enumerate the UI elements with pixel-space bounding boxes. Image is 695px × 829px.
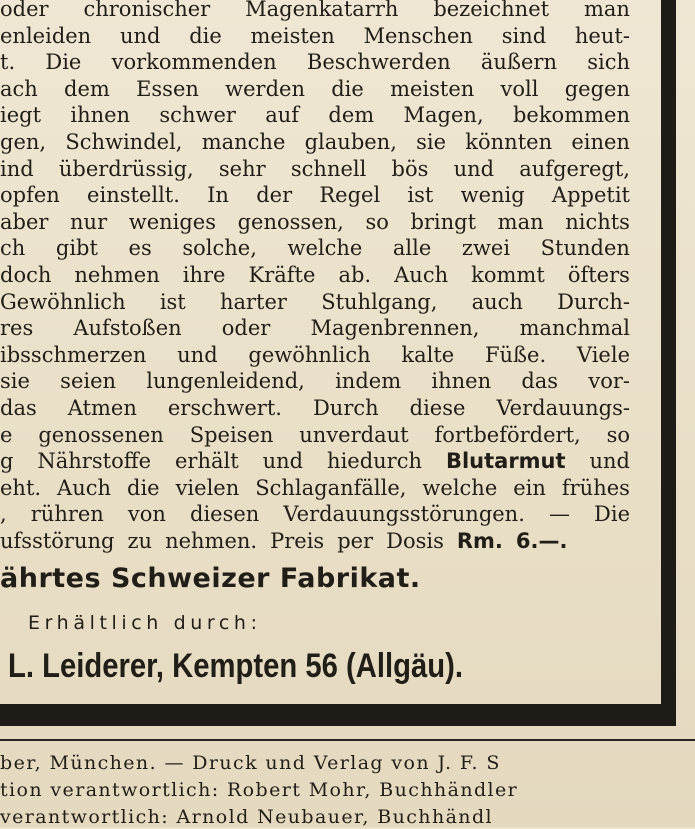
body-text-word: ist xyxy=(159,289,186,314)
body-text-word: erhält xyxy=(175,449,239,474)
body-text-word: manche xyxy=(201,130,286,154)
body-text-word: Auch xyxy=(394,263,449,287)
body-text-word: und xyxy=(453,156,495,181)
body-text-word: hiedurch xyxy=(327,449,423,474)
body-text-word: ch xyxy=(0,236,26,261)
body-text-word: opfen xyxy=(0,183,60,208)
body-text-word: zu xyxy=(127,529,153,553)
body-text-word: man xyxy=(584,0,630,21)
body-text-word: werden xyxy=(225,76,305,101)
body-text-word: alle xyxy=(392,236,432,261)
body-text-word: Die xyxy=(594,502,630,527)
body-text-line xyxy=(0,102,630,128)
body-text-word: frühes xyxy=(561,475,630,500)
body-text-line xyxy=(0,289,630,315)
body-text-word: ibsschmerzen xyxy=(0,342,147,367)
body-text-word: Regel xyxy=(319,183,381,208)
body-text-word: bringt xyxy=(410,209,477,234)
body-text-word: Blutarmut xyxy=(445,449,566,474)
body-text-word: genossen, xyxy=(237,209,344,234)
body-text-line xyxy=(0,235,630,261)
body-text-word: gegen xyxy=(564,76,630,101)
body-text-line xyxy=(0,156,630,182)
body-text-word: glauben, xyxy=(304,130,397,154)
body-text-word: 6.—. xyxy=(515,529,568,553)
body-text-word: Verdauungs- xyxy=(496,396,630,420)
body-text-word: Essen xyxy=(136,76,199,101)
body-text-word: das xyxy=(0,396,37,420)
body-text-word: es xyxy=(128,236,152,261)
body-text-word: schwer xyxy=(159,103,236,128)
body-text-word: rühren xyxy=(30,502,104,527)
body-text-word: die xyxy=(331,76,364,101)
body-text-word: seien xyxy=(60,369,117,394)
body-text-word: äußern xyxy=(480,50,557,75)
body-text-word: welche xyxy=(287,236,363,261)
body-text-word: vorkommenden xyxy=(111,50,277,75)
body-text-line xyxy=(0,422,630,448)
body-text-word: Auch xyxy=(57,475,112,500)
body-text-word: bös xyxy=(391,156,429,181)
body-text-word: , xyxy=(0,502,7,527)
body-text-line xyxy=(0,0,630,22)
body-text-word: nehmen xyxy=(74,263,160,287)
body-text-word: Viele xyxy=(576,342,630,367)
body-text-line xyxy=(0,448,630,474)
body-text-line xyxy=(0,129,630,155)
body-text-word: nichts xyxy=(565,209,630,234)
body-text-word: vor- xyxy=(588,369,630,394)
body-text-word: Gewöhnlich xyxy=(0,289,126,314)
imprint-divider xyxy=(0,739,695,741)
body-text-word: genossenen xyxy=(38,422,164,447)
body-text-word: so xyxy=(365,209,389,234)
availability-label: Erhältlich durch: xyxy=(28,612,262,634)
body-text-word: Verdauungsstörungen. xyxy=(283,502,525,527)
body-text-word: sehr xyxy=(218,156,266,181)
imprint-line: verantwortlich: Arnold Neubauer, Buchhändl xyxy=(0,806,493,828)
body-text-word: Nährstoffe xyxy=(37,449,152,474)
body-text-word: sind xyxy=(501,23,547,48)
body-text-word: per xyxy=(337,529,374,553)
body-text-word: manchmal xyxy=(519,316,630,341)
imprint-line: ber, München. — Druck und Verlag von J. F. S xyxy=(0,752,501,774)
body-text-word: wenig xyxy=(460,183,525,208)
body-text-word: sie xyxy=(416,130,447,154)
body-text-word: ist xyxy=(407,183,434,208)
body-text-word: und xyxy=(177,342,218,367)
body-text-word: einen xyxy=(571,130,630,154)
body-text-line xyxy=(0,182,630,208)
body-text-word: gewöhnlich xyxy=(248,342,371,367)
body-text-word: gibt xyxy=(55,236,98,261)
body-text-word: die xyxy=(189,23,222,48)
body-text-word: sie xyxy=(0,369,30,394)
body-text-line xyxy=(0,315,630,341)
body-text-word: Rm. xyxy=(456,529,503,553)
body-text-word: und xyxy=(589,449,630,474)
body-text-word: ein xyxy=(513,475,546,500)
body-text-line xyxy=(0,528,630,554)
body-text-word: Schwindel, xyxy=(65,130,183,154)
body-text-word: man xyxy=(497,209,544,234)
body-text-word: Menschen xyxy=(363,23,473,48)
body-text-word: Aufstoßen xyxy=(73,316,182,341)
body-text-word: dem xyxy=(328,103,375,128)
advertisement-border-bottom xyxy=(0,704,676,726)
body-text-word: Kräfte xyxy=(248,263,316,287)
imprint-line: tion verantwortlich: Robert Mohr, Buchhändler xyxy=(0,779,519,801)
body-text-word: welche xyxy=(422,475,498,500)
body-text-word: einstellt. xyxy=(87,183,180,208)
body-text-word: oder xyxy=(221,316,271,341)
body-text-word: — xyxy=(548,502,570,527)
body-text-word: ufsstörung xyxy=(0,529,115,553)
body-text-word: Appetit xyxy=(551,183,630,208)
body-text-word: und xyxy=(262,449,304,474)
body-text-word: auch xyxy=(471,289,523,314)
body-text-word: solche, xyxy=(182,236,257,261)
body-text-line xyxy=(0,262,630,288)
body-text-word: Die xyxy=(45,50,82,75)
body-text-word: unverdaut xyxy=(299,422,409,447)
body-text-word: eht. xyxy=(0,475,42,500)
body-text-word: ach xyxy=(0,76,38,101)
body-text-word: kommt xyxy=(471,263,545,287)
body-text-word: nur xyxy=(70,209,108,234)
body-text-line xyxy=(0,49,630,75)
body-text-word: ihre xyxy=(182,263,226,287)
body-text-word: bezeichnet xyxy=(433,0,550,21)
body-text-word: Stuhlgang, xyxy=(321,289,438,314)
body-text-word: das xyxy=(521,369,559,394)
body-text-word: bekommen xyxy=(512,103,630,128)
body-text-word: ind xyxy=(0,156,34,181)
body-text-word: Dosis xyxy=(386,529,444,553)
body-text-word: Atmen xyxy=(67,396,137,420)
body-text-line xyxy=(0,342,630,368)
body-text-word: ihnen xyxy=(431,369,492,394)
body-text-word: In xyxy=(207,183,229,208)
body-text-word: der xyxy=(256,183,293,208)
body-text-line xyxy=(0,368,630,394)
body-text-word: Magen, xyxy=(403,103,484,128)
body-text-word: von xyxy=(127,502,166,527)
body-text-word: überdrüssig, xyxy=(58,156,194,181)
body-text-word: vielen xyxy=(175,475,240,500)
body-text-word: so xyxy=(606,422,630,447)
body-text-word: e xyxy=(0,422,13,447)
body-text-word: kalte xyxy=(401,342,455,367)
body-text-line xyxy=(0,23,630,49)
body-text-word: doch xyxy=(0,263,52,287)
body-text-word: Preis xyxy=(270,529,325,553)
body-text-word: meisten xyxy=(390,76,475,101)
seller-address: L. Leiderer, Kempten 56 (Allgäu). xyxy=(8,647,463,685)
body-text-word: voll xyxy=(500,76,539,101)
body-text-word: Beschwerden xyxy=(306,50,451,75)
body-text-word: t. xyxy=(0,50,16,75)
body-text-line xyxy=(0,475,630,501)
body-text-word: nehmen. xyxy=(165,529,258,553)
body-text-word: ab. xyxy=(338,263,372,287)
body-text-word: meisten xyxy=(250,23,335,48)
body-text-word: harter xyxy=(219,289,287,314)
body-text-word: ihnen xyxy=(70,103,131,128)
body-text-word: dem xyxy=(64,76,110,101)
body-text-word: Füße. xyxy=(484,342,547,367)
body-text-word: res xyxy=(0,316,34,341)
body-text-word: aber xyxy=(0,209,49,234)
body-text-word: heut- xyxy=(574,23,630,48)
body-text-word: g xyxy=(0,449,14,474)
body-text-word: weniges xyxy=(128,209,217,234)
body-text-line xyxy=(0,209,630,235)
body-text-word: Magenbrennen, xyxy=(310,316,480,341)
product-headline: ährtes Schweizer Fabrikat. xyxy=(0,563,421,594)
body-text-word: chronischer xyxy=(83,0,211,21)
body-text-word: Durch xyxy=(312,396,379,420)
body-text-word: schnell xyxy=(290,156,367,181)
body-text-word: Stunden xyxy=(540,236,630,261)
body-text-word: Durch- xyxy=(557,289,630,314)
body-text-word: zwei xyxy=(461,236,511,261)
body-text-word: und xyxy=(119,23,161,48)
body-text-word: lungenleidend, xyxy=(146,369,305,394)
body-text-word: auf xyxy=(265,103,300,128)
body-text-word: diesen xyxy=(190,502,260,527)
body-text-line xyxy=(0,395,630,421)
body-text-word: erschwert. xyxy=(167,396,282,420)
body-text-word: Magenkatarrh xyxy=(245,0,399,21)
body-text-word: indem xyxy=(335,369,402,394)
body-text-word: Schlaganfälle, xyxy=(255,475,407,500)
body-text-word: Speisen xyxy=(189,422,274,447)
body-text-word: iegt xyxy=(0,103,42,128)
body-text-word: diese xyxy=(409,396,466,420)
body-text-word: öfters xyxy=(567,263,630,287)
body-text-word: könnten xyxy=(465,130,553,154)
body-text-word: fortbefördert, xyxy=(434,422,581,447)
advertisement-border-right xyxy=(661,0,676,726)
body-text-word: enleiden xyxy=(0,23,92,48)
body-text-word: sich xyxy=(587,50,630,75)
body-text-word: oder xyxy=(0,0,49,21)
body-text-line xyxy=(0,501,630,527)
body-text-word: gen, xyxy=(0,130,47,154)
body-text-word: aufgeregt, xyxy=(519,156,630,181)
body-text-line xyxy=(0,76,630,102)
body-text-word: die xyxy=(127,475,160,500)
